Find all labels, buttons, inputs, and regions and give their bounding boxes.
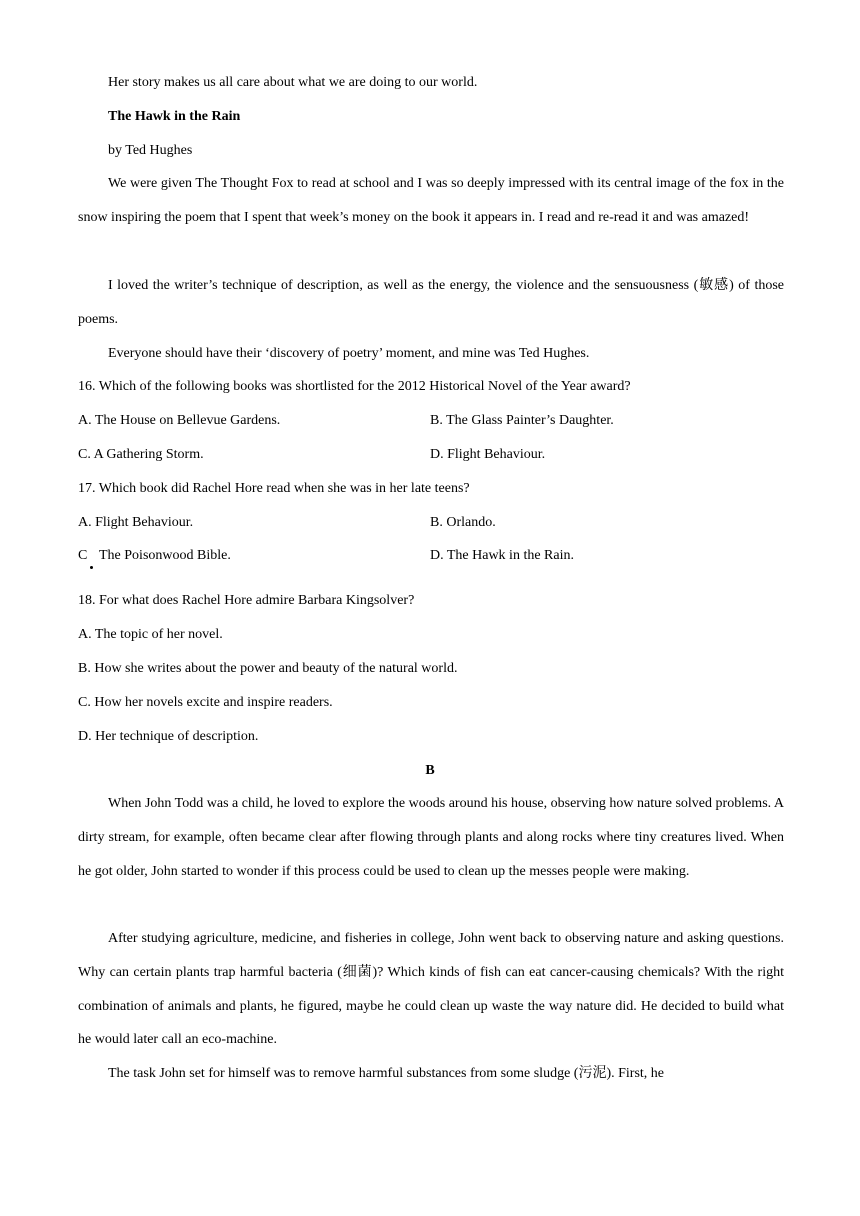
- section-b-paragraph-2: After studying agriculture, medicine, and fisheries in college, John went back to observing nature and asking questions. Why can certain plants trap harmful bacteria (细菌)? Which kinds of fish can eat cancer-causing chemicals? With the right combination of animals and plants, he figured, maybe he could clean up waste the way nature did. He decided to build what he would later call an eco-machine.: [78, 931, 784, 1048]
- review-paragraph-2: I loved the writer’s technique of description, as well as the energy, the violence and the sensuousness (敏感) of those poems.: [78, 278, 784, 327]
- question-16-option-c: C. A Gathering Storm.: [78, 447, 204, 462]
- question-18-option-c: C. How her novels excite and inspire readers.: [78, 695, 333, 710]
- question-16-option-d: D. Flight Behaviour.: [430, 447, 546, 462]
- question-16-option-b: B. The Glass Painter’s Daughter.: [430, 413, 614, 428]
- question-17-option-d: D. The Hawk in the Rain.: [430, 548, 574, 563]
- question-17-option-c-letter: C: [78, 548, 88, 563]
- story-line: Her story makes us all care about what we are doing to our world.: [108, 75, 478, 90]
- section-b-paragraph-3: The task John set for himself was to remove harmful substances from some sludge (污泥). First, he: [108, 1066, 665, 1081]
- section-b-paragraph-1: When John Todd was a child, he loved to explore the woods around his house, observing how nature solved problems. A dirty stream, for example, often became clear after flowing through plants and along rocks where tiny creatures lived. When he got older, John started to wonder if this process could be used to clean up the messes people were making.: [78, 796, 784, 879]
- question-18-option-b: B. How she writes about the power and beauty of the natural world.: [78, 661, 458, 676]
- question-16-option-a: A. The House on Bellevue Gardens.: [78, 413, 281, 428]
- question-16-stem: 16. Which of the following books was shortlisted for the 2012 Historical Novel of the Year award?: [78, 379, 631, 394]
- question-18-option-a: A. The topic of her novel.: [78, 627, 223, 642]
- question-17-option-a: A. Flight Behaviour.: [78, 515, 194, 530]
- question-18-option-d: D. Her technique of description.: [78, 729, 259, 744]
- book-title: The Hawk in the Rain: [108, 109, 241, 124]
- question-17-stem: 17. Which book did Rachel Hore read when she was in her late teens?: [78, 481, 470, 496]
- option-c-dot-mark: [90, 566, 93, 569]
- question-18-stem: 18. For what does Rachel Hore admire Barbara Kingsolver?: [78, 593, 415, 608]
- section-b-heading: B: [425, 763, 435, 778]
- book-author: by Ted Hughes: [108, 143, 193, 158]
- review-paragraph-3: Everyone should have their ‘discovery of poetry’ moment, and mine was Ted Hughes.: [108, 346, 590, 361]
- question-17-option-c-text: The Poisonwood Bible.: [99, 548, 231, 563]
- question-17-option-b: B. Orlando.: [430, 515, 496, 530]
- review-paragraph-1: We were given The Thought Fox to read at school and I was so deeply impressed with its central image of the fox in the snow inspiring the poem that I spent that week’s money on the book it appears in. I read and re-read it and was amazed!: [78, 176, 784, 225]
